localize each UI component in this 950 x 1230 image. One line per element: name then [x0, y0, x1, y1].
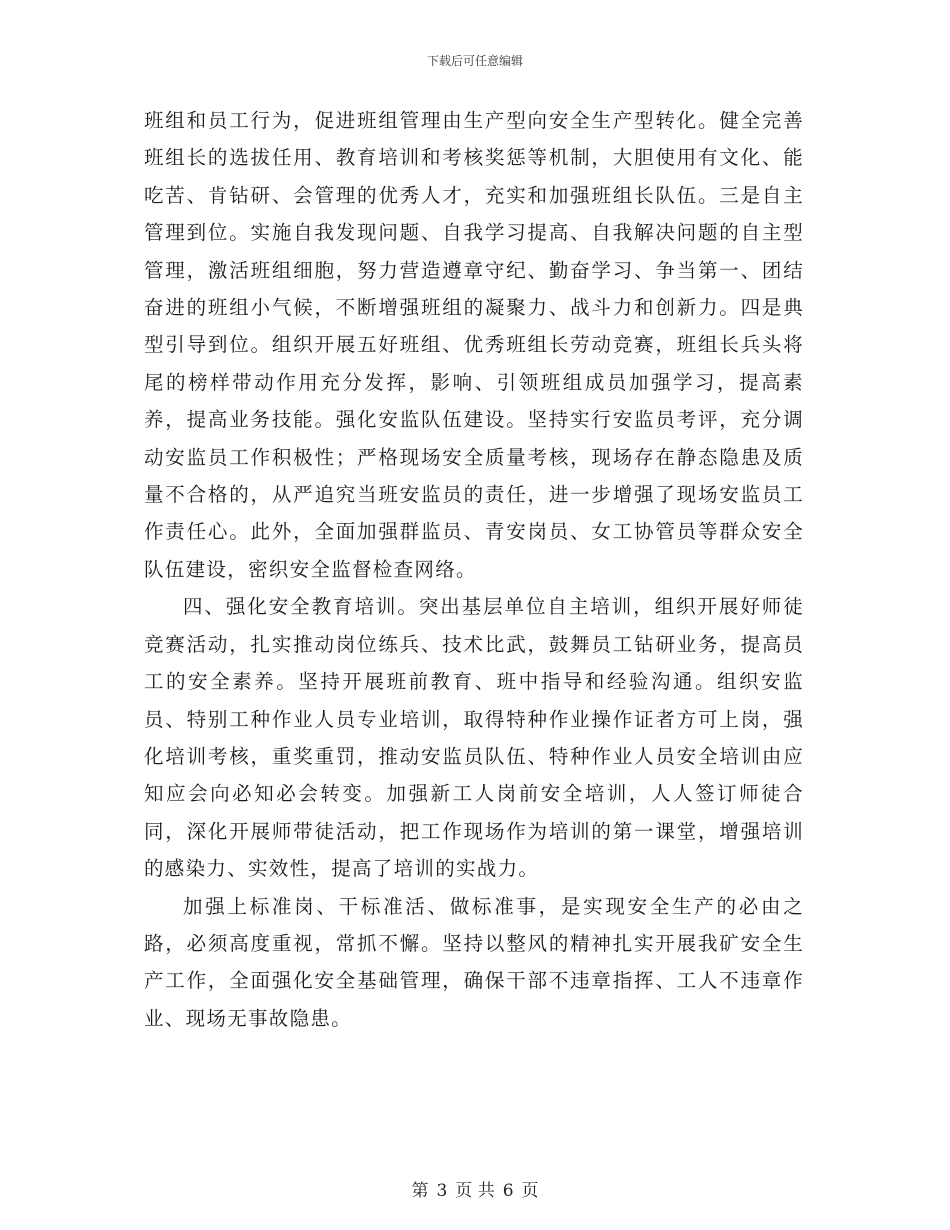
page-label-suffix: 页: [521, 1181, 539, 1201]
document-body: [144, 102, 804, 1037]
body-paragraph-training: 四、强化安全教育培训。突出基层单位自主培训，组织开展好师徒竞赛活动，扎实推动岗位练兵、技术比武，鼓舞员工钻研业务，提高员工的安全素养。坚持开展班前教育、班中指导和经验沟通。组织安监员、特别工种作业人员专业培训，取得特种作业操作证者方可上岗，强化培训考核，重奖重罚，推动安监员队伍、特种作业人员安全培训由应知应会向必知必会转变。加强新工人岗前安全培训，人人签订师徒合同，深化开展师带徒活动，把工作现场作为培训的第一课堂，增强培训的感染力、实效性，提高了培训的实战力。: [144, 595, 804, 881]
total-pages-number: 6: [502, 1181, 514, 1201]
body-paragraph-continuation: 班组和员工行为，促进班组管理由生产型向安全生产型转化。健全完善班组长的选拔任用、教育培训和考核奖惩等机制，大胆使用有文化、能吃苦、肯钻研、会管理的优秀人才，充实和加强班组长队伍。三是自主管理到位。实施自我发现问题、自我学习提高、自我解决问题的自主型管理，激活班组细胞，努力营造遵章守纪、勤奋学习、争当第一、团结奋进的班组小气候，不断增强班组的凝聚力、战斗力和创新力。四是典型引导到位。组织开展五好班组、优秀班组长劳动竞赛，班组长兵头将尾的榜样带动作用充分发挥，影响、引领班组成员加强学习，提高素养，提高业务技能。强化安监队伍建设。坚持实行安监员考评，充分调动安监员工作积极性；严格现场安全质量考核，现场存在静态隐患及质量不合格的，从严追究当班安监员的责任，进一步增强了现场安监员工作责任心。此外，全面加强群监员、青安岗员、女工协管员等群众安全队伍建设，密织安全监督检查网络。: [144, 109, 804, 581]
page-label-prefix: 第: [411, 1181, 429, 1201]
current-page-number: 3: [436, 1181, 448, 1201]
page-footer: [0, 1176, 950, 1201]
page-label-middle: 页 共: [455, 1181, 495, 1201]
page-header: 下载后可任意编辑: [426, 54, 523, 68]
body-paragraph-conclusion: 加强上标准岗、干标准活、做标准事，是实现安全生产的必由之路，必须高度重视，常抓不懈。坚持以整风的精神扎实开展我矿安全生产工作，全面强化安全基础管理，确保干部不违章指挥、工人不违章作业、现场无事故隐患。: [144, 894, 804, 1030]
